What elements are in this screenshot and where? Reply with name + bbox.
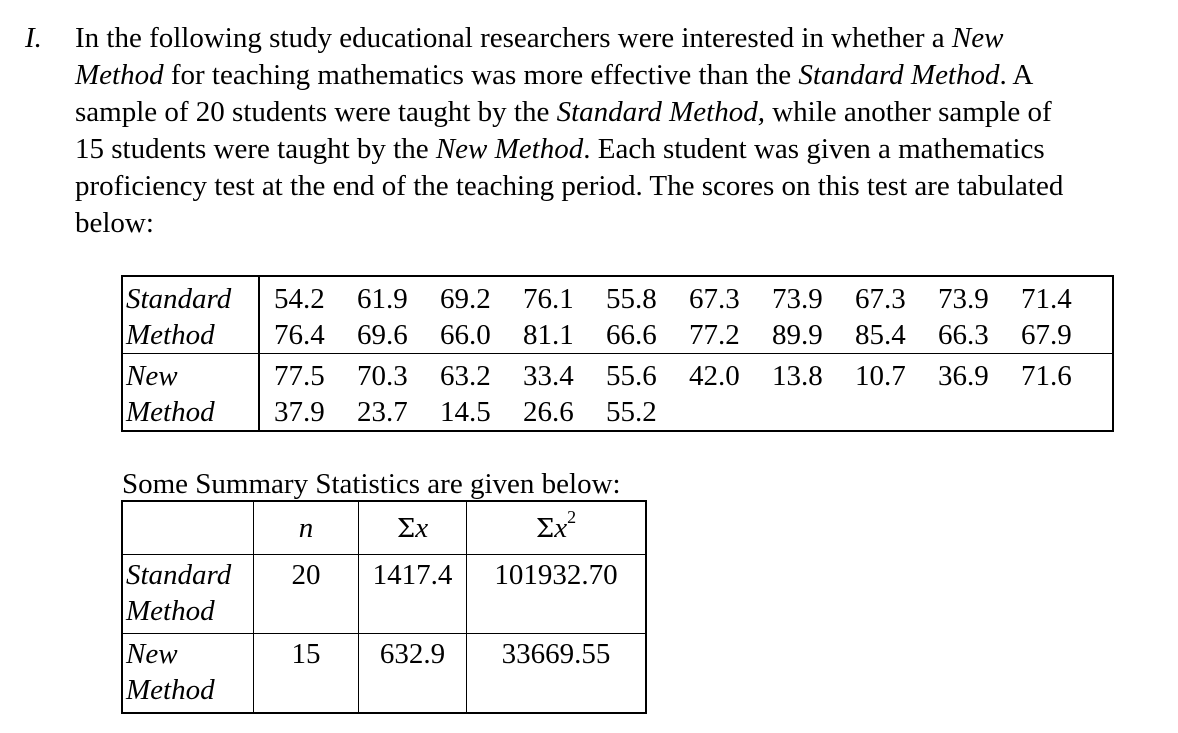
question-line xyxy=(75,168,1175,205)
sigma-symbol: Σ xyxy=(396,513,416,544)
summary-n: 15 xyxy=(254,634,359,714)
summary-label-line: New xyxy=(126,638,178,670)
summary-sum-x: 632.9 xyxy=(359,634,467,714)
question-line xyxy=(75,20,1175,57)
score-value: 66.3 xyxy=(938,319,989,351)
values-line xyxy=(274,281,1104,317)
text-run: 15 students were taught by the xyxy=(75,133,436,165)
score-value: 55.2 xyxy=(606,396,657,428)
score-value: 73.9 xyxy=(938,283,989,315)
score-value: 36.9 xyxy=(938,360,989,392)
summary-row xyxy=(122,555,646,634)
summary-label-line: Method xyxy=(126,595,215,627)
italic-term: Standard Method, xyxy=(556,96,765,128)
group-label xyxy=(122,354,259,432)
score-value: 13.8 xyxy=(772,360,823,392)
summary-header-row xyxy=(122,501,646,555)
italic-term: Method xyxy=(75,59,164,91)
group-label-line: Method xyxy=(126,396,215,428)
summary-header-sum-x xyxy=(359,501,467,555)
score-value: 69.6 xyxy=(357,319,408,351)
group-row xyxy=(122,276,1113,354)
question-line xyxy=(75,57,1175,94)
score-value: 42.0 xyxy=(689,360,740,392)
text-run: below: xyxy=(75,207,154,239)
summary-n: 20 xyxy=(254,555,359,634)
x-symbol: x xyxy=(554,511,568,544)
score-value: 71.4 xyxy=(1021,283,1072,315)
group-label xyxy=(122,276,259,354)
scores-table xyxy=(121,275,1114,432)
summary-statistics-table xyxy=(121,500,647,714)
values-line xyxy=(274,394,1104,430)
text-run: while another sample of xyxy=(764,96,1052,128)
score-value: 10.7 xyxy=(855,360,906,392)
score-value: 55.8 xyxy=(606,283,657,315)
score-value: 66.6 xyxy=(606,319,657,351)
score-value: 89.9 xyxy=(772,319,823,351)
exponent: 2 xyxy=(567,506,577,527)
score-value: 33.4 xyxy=(523,360,574,392)
score-value: 76.1 xyxy=(523,283,574,315)
score-value: 77.5 xyxy=(274,360,325,392)
score-value: 23.7 xyxy=(357,396,408,428)
summary-row-label xyxy=(122,634,254,714)
summary-sum-x2: 101932.70 xyxy=(467,555,647,634)
summary-label-line: Method xyxy=(126,674,215,706)
score-value: 67.3 xyxy=(689,283,740,315)
score-value: 61.9 xyxy=(357,283,408,315)
n-symbol: n xyxy=(298,512,314,544)
score-value: 54.2 xyxy=(274,283,325,315)
summary-sum-x2: 33669.55 xyxy=(467,634,647,714)
score-value: 73.9 xyxy=(772,283,823,315)
values-line xyxy=(274,358,1104,394)
summary-label-line: Standard xyxy=(126,559,232,591)
values-line xyxy=(274,317,1104,353)
text-run: proficiency test at the end of the teaching period. The scores on this test are tabulated xyxy=(75,170,1064,202)
summary-row xyxy=(122,634,646,714)
score-value: 85.4 xyxy=(855,319,906,351)
text-run: In the following study educational researchers were interested in whether a xyxy=(75,22,952,54)
summary-sum-x: 1417.4 xyxy=(359,555,467,634)
summary-header-blank xyxy=(122,501,254,555)
group-label-line: Method xyxy=(126,319,215,351)
group-values xyxy=(259,276,1113,354)
group-label-line: New xyxy=(126,360,178,392)
score-value: 67.3 xyxy=(855,283,906,315)
summary-header-sum-x2 xyxy=(467,501,647,555)
text-run: . A xyxy=(999,59,1034,91)
group-values xyxy=(259,354,1113,432)
question-line xyxy=(75,205,1175,242)
score-value: 66.0 xyxy=(440,319,491,351)
sigma-symbol: Σ xyxy=(535,513,555,544)
italic-term: New xyxy=(951,22,1004,54)
score-value: 63.2 xyxy=(440,360,491,392)
score-value: 77.2 xyxy=(689,319,740,351)
summary-row-label xyxy=(122,555,254,634)
text-run: . Each student was given a mathematics xyxy=(583,133,1045,165)
italic-term: Standard Method xyxy=(798,59,1000,91)
score-value: 14.5 xyxy=(440,396,491,428)
question-line xyxy=(75,94,1175,131)
score-value: 70.3 xyxy=(357,360,408,392)
score-value: 81.1 xyxy=(523,319,574,351)
score-value: 55.6 xyxy=(606,360,657,392)
text-run: sample of 20 students were taught by the xyxy=(75,96,557,128)
text-run: for teaching mathematics was more effective than the xyxy=(163,59,799,91)
score-value: 69.2 xyxy=(440,283,491,315)
question-text xyxy=(75,20,1175,242)
score-value: 67.9 xyxy=(1021,319,1072,351)
summary-heading: Some Summary Statistics are given below: xyxy=(122,468,621,500)
group-row xyxy=(122,354,1113,432)
question-line xyxy=(75,131,1175,168)
summary-header-n xyxy=(254,501,359,555)
question-number: I. xyxy=(25,22,42,54)
group-label-line: Standard xyxy=(126,283,232,315)
score-value: 26.6 xyxy=(523,396,574,428)
score-value: 37.9 xyxy=(274,396,325,428)
x-symbol: x xyxy=(415,511,429,544)
score-value: 71.6 xyxy=(1021,360,1072,392)
italic-term: New Method xyxy=(435,133,584,165)
score-value: 76.4 xyxy=(274,319,325,351)
